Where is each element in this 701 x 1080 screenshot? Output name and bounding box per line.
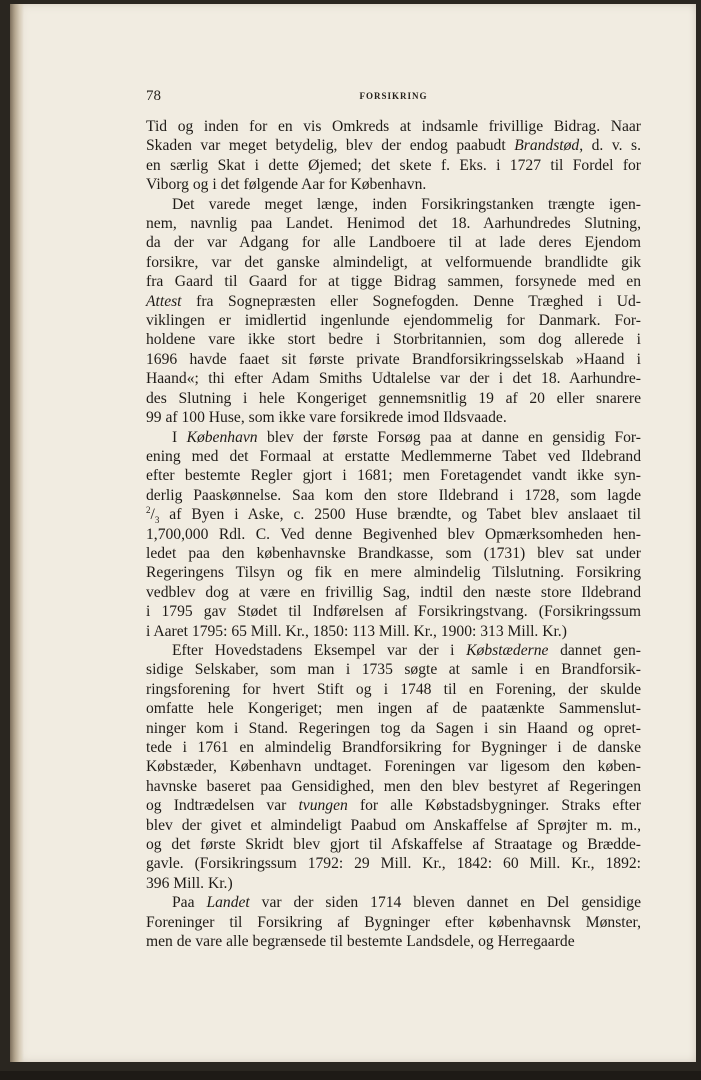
text-line: nem, navnlig paa Landet. Henimod det 18. Aarhundredes Slutning, <box>146 215 641 233</box>
text-line: fra Gaard til Gaard for at tigge Bidrag sammen, forsynede med en <box>146 273 641 291</box>
text-line: 396 Mill. Kr.) <box>146 874 233 892</box>
text-line: efter bestemte Regler gjort i 1681; men Foretagendet vandt ikke syn- <box>146 467 641 485</box>
text-line: Foreninger til Forsikring af Bygninger efter københavnsk Mønster, <box>146 913 641 931</box>
page-header <box>146 88 641 108</box>
text-line: viklingen er imidlertid ingenlunde ejendommelig for Danmark. For- <box>146 312 641 330</box>
text-line: Viborg og i det følgende Aar for København. <box>146 176 427 194</box>
text-line: blev der givet et almindeligt Paabud om Anskaffelse af Sprøjter m. m., <box>146 816 641 834</box>
text-line: derlig Paaskønnelse. Saa kom den store Ildebrand i 1728, som lagde <box>146 486 641 504</box>
text-line: I København blev der første Forsøg paa at danne en gensidig For- <box>172 428 641 446</box>
text-line: 1696 havde faaet sit første private Brandforsikringsselskab »Haand i <box>146 350 641 368</box>
text-line: 1,700,000 Rdl. C. Ved denne Begivenhed blev Opmærksomheden hen- <box>146 525 641 543</box>
text-line: Haand«; thi efter Adam Smiths Udtalelse var der i det 18. Aarhundre- <box>146 370 641 388</box>
text-line: havnske baseret paa Gensidighed, men den blev bestyret af Regeringen <box>146 777 641 795</box>
paragraph <box>146 117 641 195</box>
text-line: gavle. (Forsikringssum 1792: 29 Mill. Kr., 1842: 60 Mill. Kr., 1892: <box>146 855 641 873</box>
text-line: forsikre, var det ganske almindeligt, at velformuende brandlidte gik <box>146 253 641 271</box>
text-line: Det varede meget længe, inden Forsikringstanken trængte igen- <box>172 195 641 213</box>
paragraph <box>146 893 641 951</box>
paragraph <box>146 428 641 641</box>
body-text <box>146 117 641 951</box>
text-line: tede i 1761 en almindelig Brandforsikring for Bygninger i de danske <box>146 739 641 756</box>
text-line: Købstæder, København undtaget. Foreningen var ligesom den køben- <box>146 758 641 776</box>
page-spine-shadow <box>10 4 24 1062</box>
text-line: des Slutning i hele Kongeriget gennemsnitlig 19 af 20 eller snarere <box>146 389 641 407</box>
text-line: ening med det Formaal at erstatte Medlemmerne Tabet ved Ildebrand <box>146 447 641 465</box>
text-line: ledet paa den københavnske Brandkasse, som (1731) blev sat under <box>146 544 641 562</box>
text-line: 99 af 100 Huse, som ikke vare forsikrede imod Ildsvaade. <box>146 409 507 427</box>
text-line: ringsforening for hvert Stift og i 1748 til en Forening, der skulde <box>146 680 641 698</box>
text-line: Efter Hovedstadens Eksempel var der i Købstæderne dannet gen- <box>172 641 641 659</box>
text-line: holdene vare ikke stort bedre i Storbritannien, som dog allerede i <box>146 331 641 349</box>
text-line: i 1795 gav Stødet til Indførelsen af Forsikringstvang. (Forsikringssum <box>146 603 641 621</box>
running-title: FORSIKRING <box>359 91 428 101</box>
page-number: 78 <box>146 88 161 104</box>
text-line: en særlig Skat i dette Øjemed; det skete f. Eks. i 1727 til Fordel for <box>146 156 641 174</box>
page-bottom-edge <box>0 1071 701 1080</box>
text-line: Skaden var meget betydelig, blev der endog paabudt Brandstød, d. v. s. <box>146 137 641 155</box>
text-line: Attest fra Sognepræsten eller Sognefogden. Denne Træghed i Ud- <box>146 292 641 310</box>
paragraph <box>146 641 641 893</box>
text-line: sidige Selskaber, som man i 1735 søgte at samle i en Brandforsik- <box>146 661 641 679</box>
text-line: $^2/_3$ af Byen i Aske, c. 2500 Huse brændte, og Tabet blev anslaaet til <box>146 504 641 526</box>
text-line: ninger kom i Stand. Regeringen tog da Sagen i sin Haand og opret- <box>146 719 641 737</box>
text-line: Paa Landet var der siden 1714 bleven dannet en Del gensidige <box>172 894 642 912</box>
text-line: men de vare alle begrænsede til bestemte Landsdele, og Herregaarde <box>146 933 575 951</box>
text-line: Tid og inden for en vis Omkreds at indsamle frivillige Bidrag. Naar <box>146 118 641 135</box>
text-line: Regeringens Tilsyn og fik en mere almindelig Tilslutning. Forsikring <box>146 564 641 582</box>
text-line: da der var Adgang for alle Landboere til at lade deres Ejendom <box>146 234 641 252</box>
text-line: og Indtrædelsen var tvungen for alle Købstadsbygninger. Straks efter <box>146 797 641 815</box>
text-line: vedblev dog at være en frivillig Sag, indtil den næste store Ildebrand <box>146 583 641 601</box>
text-line: i Aaret 1795: 65 Mill. Kr., 1850: 113 Mill. Kr., 1900: 313 Mill. Kr.) <box>146 622 567 640</box>
text-line: omfatte hele Kongeriget; men ingen af de paatænkte Sammenslut- <box>146 700 641 718</box>
paragraph <box>146 195 641 428</box>
text-line: og det første Skridt blev gjort til Afskaffelse af Straatage og Brædde- <box>146 836 641 854</box>
